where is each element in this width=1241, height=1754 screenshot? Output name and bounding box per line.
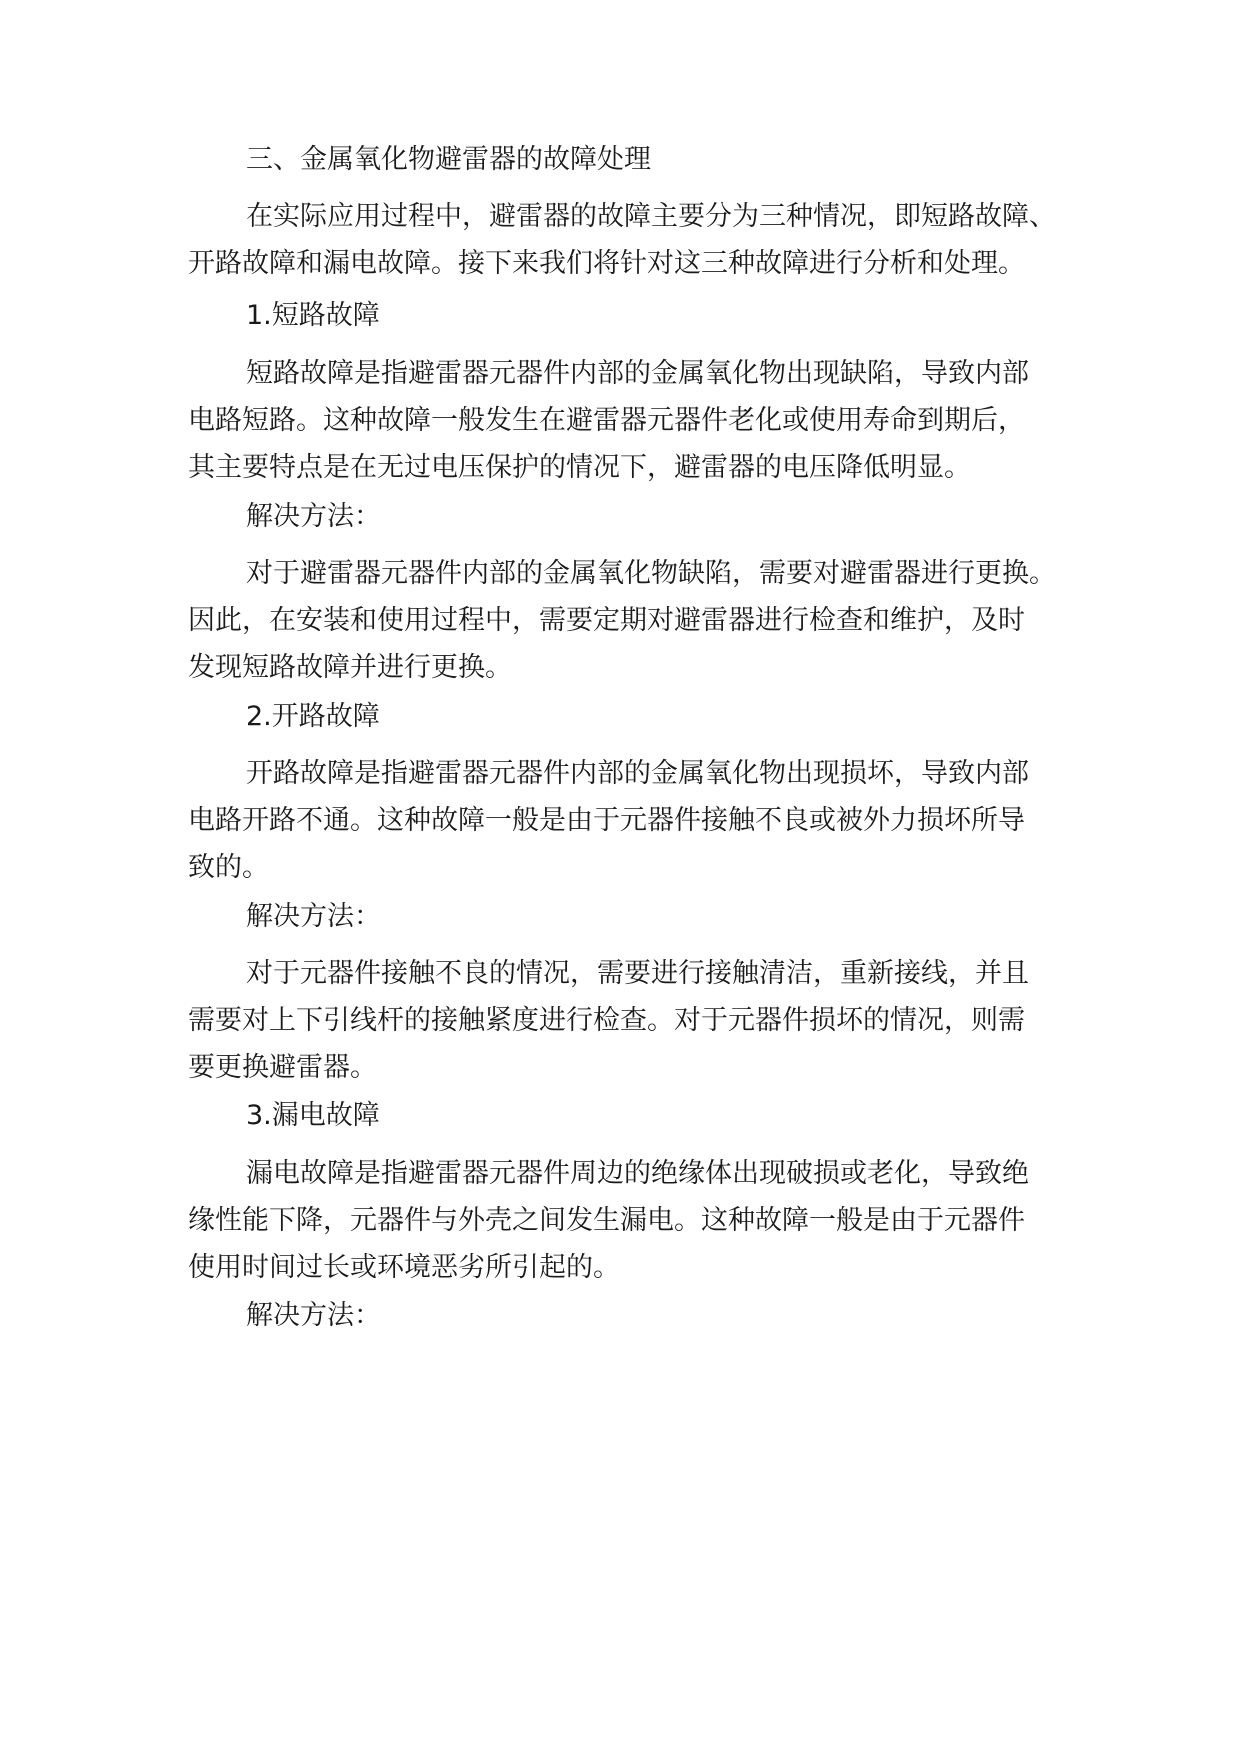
paragraph-line: 对于元器件接触不良的情况，需要进行接触清洁，重新接线，并且 <box>246 958 1029 989</box>
section3-solution-label <box>188 1292 1088 1339</box>
solution-label-text: 解决方法： <box>246 1300 381 1331</box>
section-heading <box>188 136 1088 183</box>
paragraph-line: 需要对上下引线杆的接触紧度进行检查。对于元器件损坏的情况，则需 <box>188 1005 1025 1036</box>
paragraph-line: 在实际应用过程中，避雷器的故障主要分为三种情况，即短路故障、 <box>246 201 1056 232</box>
paragraph-line: 对于避雷器元器件内部的金属氧化物缺陷，需要对避雷器进行更换。 <box>246 558 1056 589</box>
heading-text: 三、金属氧化物避雷器的故障处理 <box>246 144 651 175</box>
paragraph-line: 漏电故障是指避雷器元器件周边的绝缘体出现破损或老化，导致绝 <box>246 1158 1029 1189</box>
section1-description <box>188 350 1088 491</box>
section-title-text: 2.开路故障 <box>246 701 380 732</box>
paragraph-line: 因此，在安装和使用过程中，需要定期对避雷器进行检查和维护，及时 <box>188 605 1025 636</box>
paragraph-line: 电路开路不通。这种故障一般是由于元器件接触不良或被外力损坏所导 <box>188 805 1025 836</box>
paragraph-line: 致的。 <box>188 852 269 883</box>
section-title-text: 3.漏电故障 <box>246 1100 380 1131</box>
section-title-text: 1.短路故障 <box>246 300 380 331</box>
intro-paragraph <box>188 193 1088 287</box>
paragraph-line: 开路故障是指避雷器元器件内部的金属氧化物出现损坏，导致内部 <box>246 758 1029 789</box>
paragraph-line: 电路短路。这种故障一般发生在避雷器元器件老化或使用寿命到期后， <box>188 405 1025 436</box>
solution-label-text: 解决方法： <box>246 901 381 932</box>
section2-description <box>188 750 1088 891</box>
paragraph-line: 短路故障是指避雷器元器件内部的金属氧化物出现缺陷，导致内部 <box>246 358 1029 389</box>
paragraph-line: 其主要特点是在无过电压保护的情况下，避雷器的电压降低明显。 <box>188 452 971 483</box>
section2-title <box>188 693 1088 740</box>
paragraph-line: 使用时间过长或环境恶劣所引起的。 <box>188 1252 620 1283</box>
paragraph-line: 开路故障和漏电故障。接下来我们将针对这三种故障进行分析和处理。 <box>188 248 1025 279</box>
paragraph-line: 要更换避雷器。 <box>188 1052 377 1083</box>
solution-label-text: 解决方法： <box>246 501 381 532</box>
paragraph-line: 缘性能下降，元器件与外壳之间发生漏电。这种故障一般是由于元器件 <box>188 1205 1025 1236</box>
paragraph-line: 发现短路故障并进行更换。 <box>188 652 512 683</box>
section1-solution <box>188 550 1088 691</box>
section3-title <box>188 1092 1088 1139</box>
section2-solution-label <box>188 893 1088 940</box>
section1-title <box>188 292 1088 339</box>
section3-description <box>188 1150 1088 1291</box>
section2-solution <box>188 950 1088 1091</box>
section1-solution-label <box>188 493 1088 540</box>
